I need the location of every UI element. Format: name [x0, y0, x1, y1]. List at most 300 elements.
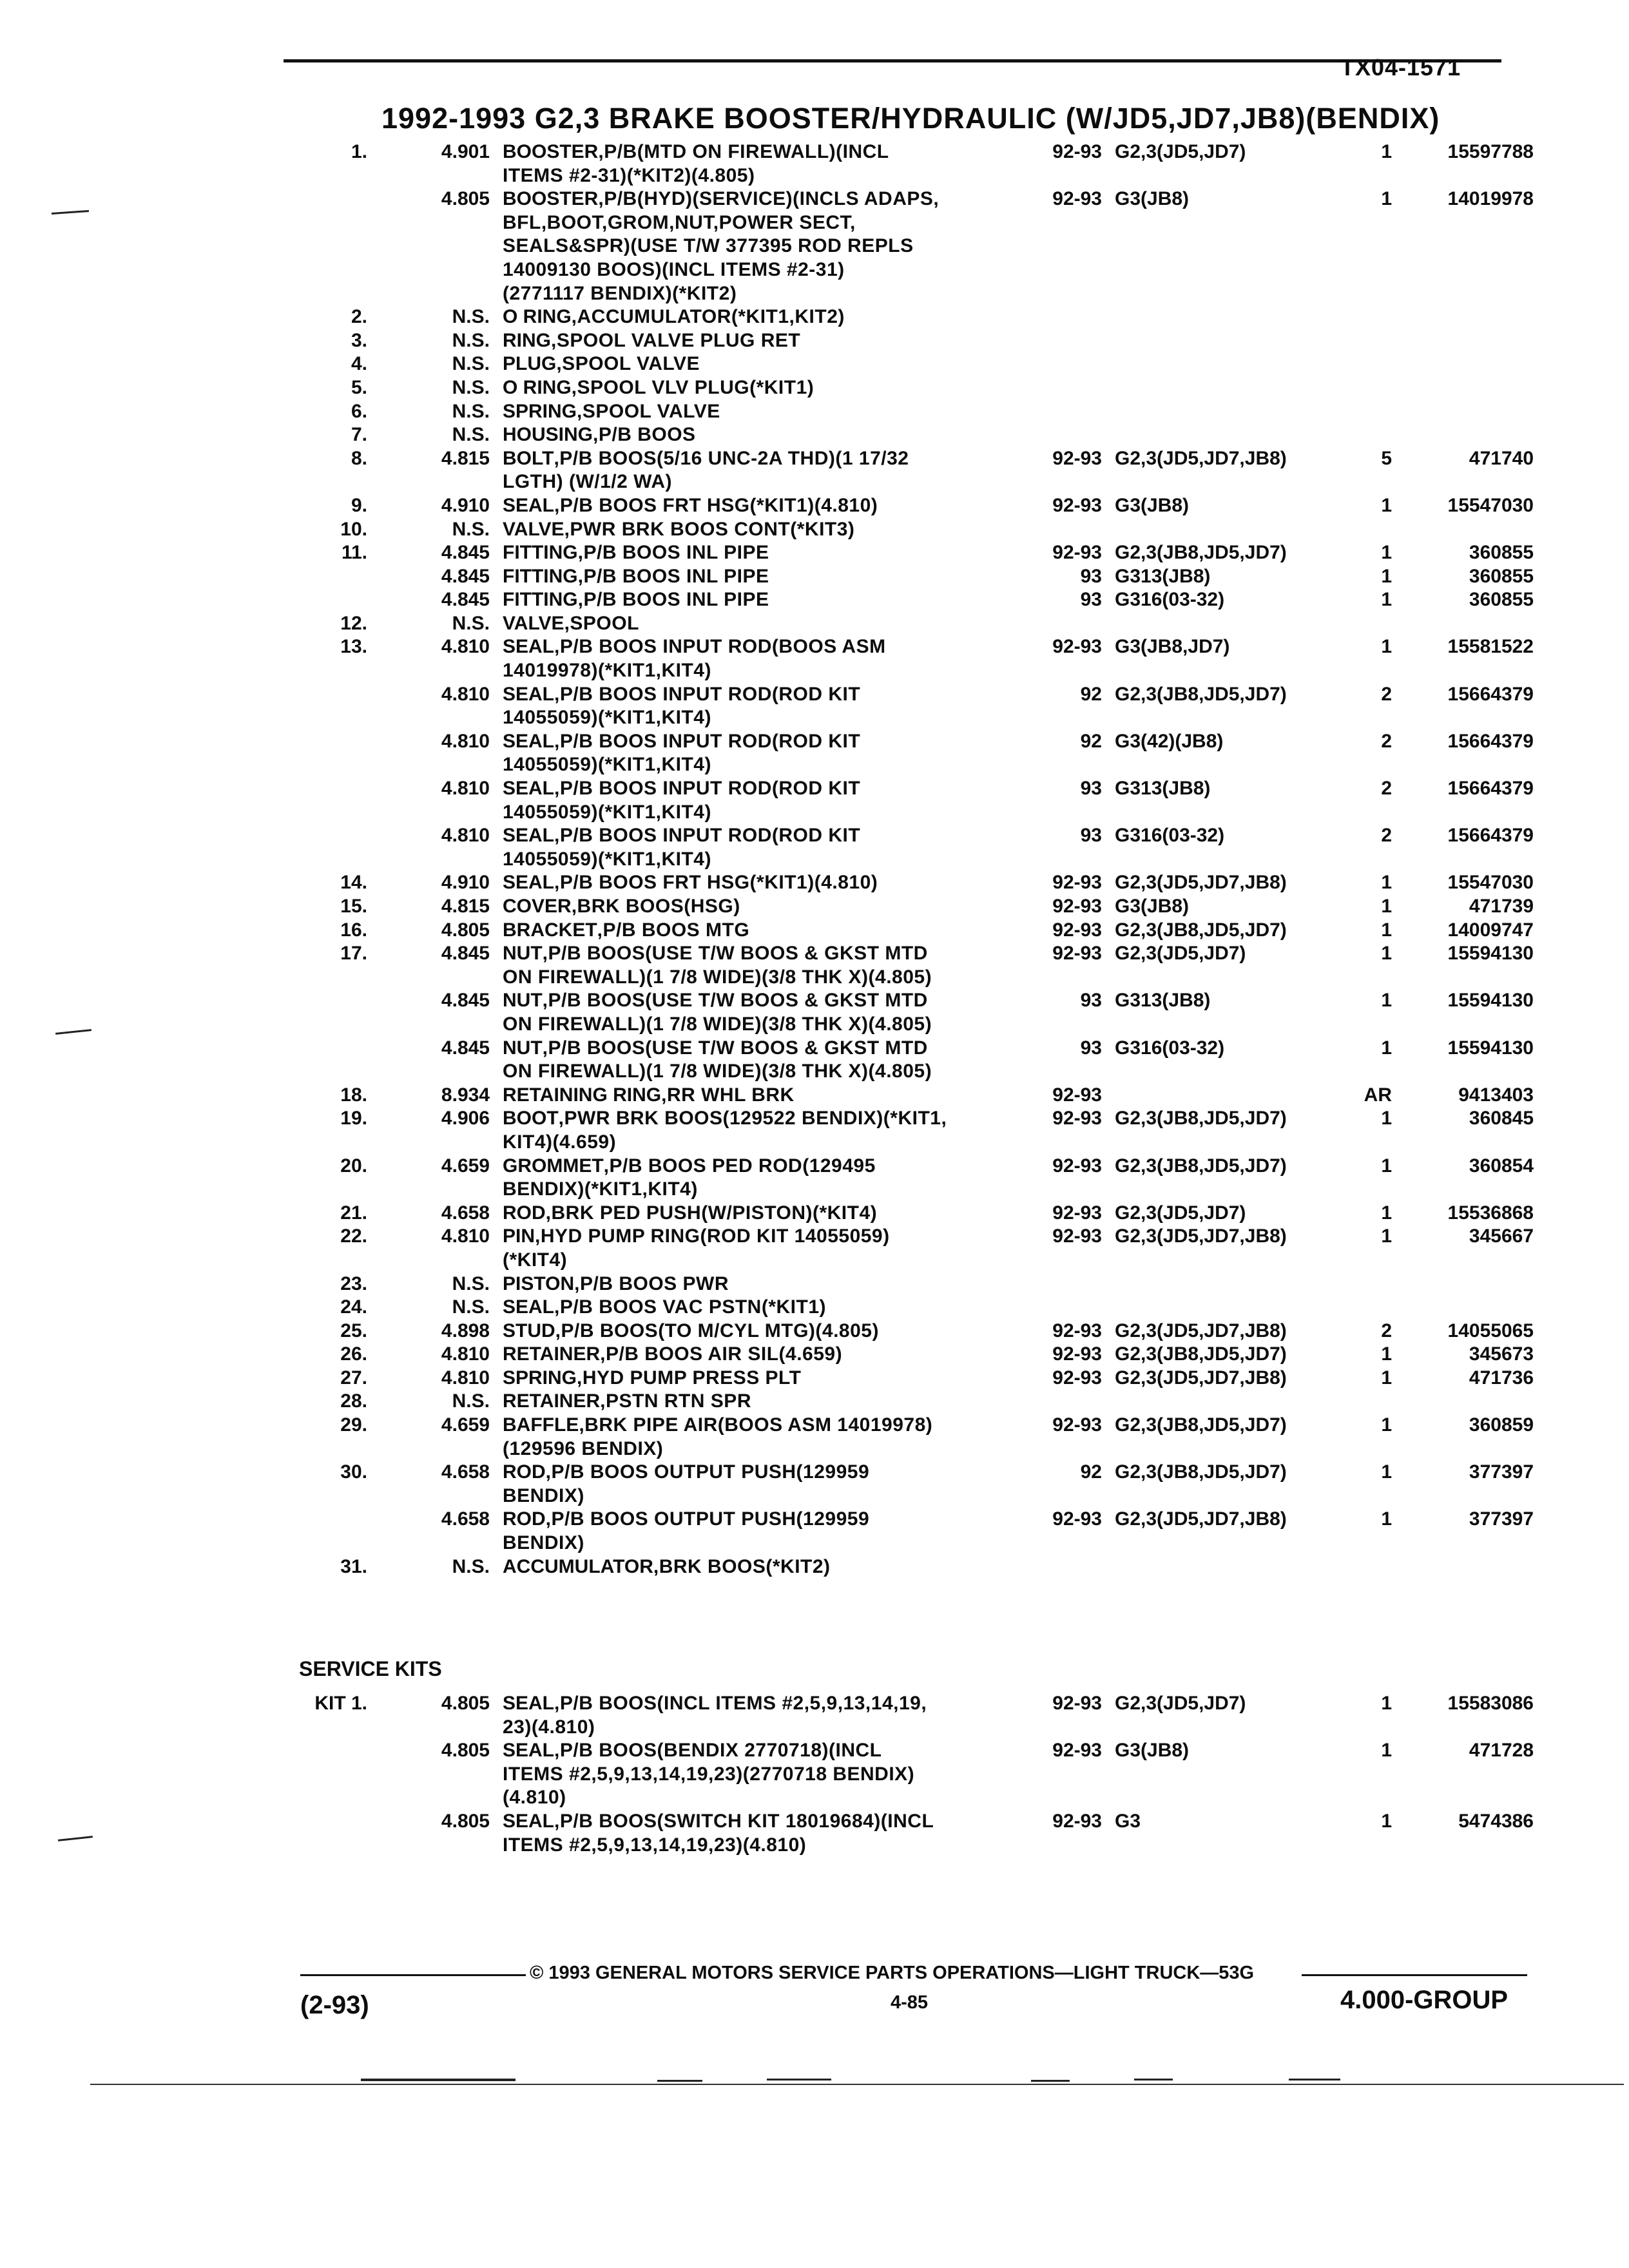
part-name: SPRING: [503, 1367, 577, 1389]
model-years: 92-93: [1052, 1693, 1102, 1714]
page-title: 1992-1993 G2,3 BRAKE BOOSTER/HYDRAULIC (W/JD5,JD7,JB8)(BENDIX): [381, 102, 1440, 135]
table-row: [0, 1013, 1629, 1037]
part-description: [503, 1131, 616, 1154]
part-detail: (*KIT4): [503, 1249, 568, 1271]
document-id: TX04-1571: [1340, 54, 1461, 81]
part-description: [503, 895, 740, 918]
item-number: 1.: [351, 141, 367, 162]
table-row: [0, 1225, 1629, 1249]
part-name: SEAL: [503, 683, 555, 705]
model-years: 92-93: [1052, 542, 1102, 564]
group-number: N.S.: [452, 306, 490, 328]
part-number: 360854: [1469, 1155, 1534, 1177]
part-detail: (2771117 BENDIX)(*KIT2): [503, 282, 737, 304]
part-description: [503, 753, 711, 776]
group-number: 4.845: [441, 589, 490, 611]
part-detail: ,P/B BOOS(INCL ITEMS #2,5,9,13,14,19,: [554, 1693, 927, 1714]
model-series: G313(JB8): [1115, 565, 1211, 587]
group-number: N.S.: [452, 424, 490, 446]
quantity: 1: [1381, 1202, 1392, 1224]
table-row: [0, 1532, 1629, 1555]
model-series: G2,3(JB8,JD5,JD7): [1115, 1343, 1287, 1365]
part-description: [503, 1739, 882, 1762]
quantity: 1: [1381, 542, 1392, 564]
table-row: [0, 966, 1629, 990]
part-name: SEAL: [503, 636, 555, 658]
part-detail: ,P/B BOOS INL PIPE: [577, 542, 769, 564]
table-row: [0, 612, 1629, 636]
part-description: [503, 518, 854, 541]
item-number: 7.: [351, 424, 367, 446]
part-name: BAFFLE: [503, 1414, 579, 1436]
table-row: [0, 1084, 1629, 1108]
part-description: [503, 919, 749, 942]
part-detail: 14055059)(*KIT1,KIT4): [503, 848, 711, 870]
part-description: [503, 1178, 698, 1201]
quantity: 2: [1381, 778, 1392, 800]
part-detail: ,HYD PUMP RING(ROD KIT 14055059): [535, 1225, 890, 1247]
item-number: 12.: [340, 612, 367, 634]
model-years: 92-93: [1052, 447, 1102, 469]
table-row: [0, 305, 1629, 329]
part-number: 345667: [1469, 1225, 1534, 1247]
model-years: 93: [1080, 778, 1102, 800]
quantity: 1: [1381, 141, 1392, 162]
group-number: 4.810: [441, 683, 490, 705]
quantity: 5: [1381, 447, 1392, 469]
part-description: [503, 635, 886, 658]
item-number: 29.: [340, 1414, 367, 1436]
part-description: [503, 1249, 567, 1272]
part-name: ROD: [503, 1461, 546, 1483]
part-detail: ,RR WHL BRK: [661, 1084, 795, 1106]
quantity: 1: [1381, 919, 1392, 941]
part-detail: ,PWR BRK BOOS CONT(*KIT3): [564, 518, 855, 540]
part-description: [503, 1692, 927, 1715]
quantity: 1: [1381, 636, 1392, 658]
part-detail: ,P/B BOOS INL PIPE: [577, 565, 769, 587]
group-number: N.S.: [452, 1555, 490, 1577]
part-name: O RING: [503, 306, 572, 328]
part-description: [503, 777, 860, 800]
part-detail: 14055059)(*KIT1,KIT4): [503, 754, 711, 776]
item-number: 19.: [340, 1108, 367, 1129]
part-number: 360845: [1469, 1108, 1534, 1129]
item-number: 3.: [351, 329, 367, 351]
part-number: 14009747: [1447, 919, 1534, 941]
group-number: 4.810: [441, 1367, 490, 1389]
parts-table: [0, 140, 1629, 1579]
part-description: [503, 1763, 914, 1786]
model-years: 92-93: [1052, 1320, 1102, 1341]
part-description: [503, 966, 932, 989]
part-detail: 14055059)(*KIT1,KIT4): [503, 707, 711, 729]
group-number: 4.658: [441, 1508, 490, 1530]
part-description: [503, 824, 860, 847]
bottom-scan-line: [361, 2079, 516, 2081]
quantity: 1: [1381, 1225, 1392, 1247]
part-description: [503, 1810, 934, 1833]
model-years: 92-93: [1052, 141, 1102, 162]
part-name: ROD: [503, 1202, 546, 1224]
item-number: 21.: [340, 1202, 367, 1224]
table-row: [0, 1786, 1629, 1810]
part-name: BOOSTER: [503, 188, 599, 210]
part-name: FITTING: [503, 565, 578, 587]
item-number: 14.: [340, 872, 367, 894]
part-description: [503, 164, 755, 187]
part-detail: ,P/B BOOS INL PIPE: [577, 589, 769, 611]
part-description: [503, 1716, 595, 1739]
part-detail: ON FIREWALL)(1 7/8 WIDE)(3/8 THK X)(4.805): [503, 1061, 932, 1082]
model-years: 92-93: [1052, 1508, 1102, 1530]
part-detail: ,SPOOL VALVE PLUG RET: [551, 329, 801, 351]
part-detail: ,SPOOL VALVE: [556, 353, 700, 375]
part-name: BOOT: [503, 1108, 559, 1129]
part-description: [503, 329, 800, 352]
part-detail: (129596 BENDIX): [503, 1437, 664, 1459]
part-number: 377397: [1469, 1508, 1534, 1530]
part-detail: ,ACCUMULATOR(*KIT1,KIT2): [571, 306, 845, 328]
part-name: BOLT: [503, 447, 554, 469]
item-number: 17.: [340, 943, 367, 965]
model-series: G2,3(JD5,JD7,JB8): [1115, 1508, 1287, 1530]
part-name: BOOSTER: [503, 141, 599, 162]
part-description: [503, 1225, 890, 1248]
part-detail: ,P/B BOOS(USE T/W BOOS & GKST MTD: [542, 1037, 928, 1059]
table-row: [0, 164, 1629, 188]
table-row: [0, 565, 1629, 589]
item-number: 10.: [340, 518, 367, 540]
part-name: FITTING: [503, 589, 578, 611]
part-name: RETAINER: [503, 1343, 601, 1365]
part-name: RETAINING RING: [503, 1084, 662, 1106]
group-number: N.S.: [452, 1390, 490, 1412]
group-number: N.S.: [452, 612, 490, 634]
quantity: 2: [1381, 1320, 1392, 1341]
group-number: 4.810: [441, 636, 490, 658]
bottom-scan-line: [657, 2080, 702, 2082]
table-row: [0, 1414, 1629, 1437]
part-detail: ,SPOOL VALVE: [577, 400, 720, 422]
part-detail: BENDIX): [503, 1532, 584, 1554]
table-row: [0, 352, 1629, 376]
group-number: 4.845: [441, 1037, 490, 1059]
part-detail: ,P/B BOOS VAC PSTN(*KIT1): [554, 1296, 826, 1318]
part-number: 5474386: [1458, 1810, 1534, 1832]
part-description: [503, 541, 769, 564]
group-label: 4.000-GROUP: [1340, 1986, 1509, 2014]
model-series: G3(JB8): [1115, 494, 1190, 516]
quantity: 1: [1381, 1367, 1392, 1389]
table-row: [0, 1508, 1629, 1532]
item-number: 8.: [351, 447, 367, 469]
item-number: 31.: [340, 1555, 367, 1577]
group-number: N.S.: [452, 1296, 490, 1318]
model-series: G3(JB8): [1115, 1740, 1190, 1762]
part-name: SEAL: [503, 1693, 555, 1714]
table-row: [0, 376, 1629, 400]
part-detail: BENDIX): [503, 1485, 584, 1506]
table-row: [0, 1763, 1629, 1787]
footer-rule-right: [1302, 1974, 1527, 1976]
part-detail: ,P/B BOOS(USE T/W BOOS & GKST MTD: [542, 943, 928, 965]
group-number: 4.659: [441, 1155, 490, 1177]
quantity: 1: [1381, 1037, 1392, 1059]
item-number: 18.: [340, 1084, 367, 1106]
quantity: 1: [1381, 1414, 1392, 1436]
model-series: G2,3(JB8,JD5,JD7): [1115, 1155, 1287, 1177]
table-row: [0, 447, 1629, 471]
table-row: [0, 494, 1629, 518]
model-years: 92-93: [1052, 1225, 1102, 1247]
part-description: [503, 730, 860, 753]
part-number: 15547030: [1447, 872, 1534, 894]
part-description: [503, 1390, 751, 1413]
part-name: RETAINER: [503, 1390, 601, 1412]
quantity: 1: [1381, 565, 1392, 587]
item-number: 16.: [340, 919, 367, 941]
model-series: G3(42)(JB8): [1115, 730, 1224, 752]
part-name: SPRING: [503, 400, 577, 422]
copyright-notice: © 1993 GENERAL MOTORS SERVICE PARTS OPERATIONS—LIGHT TRUCK—53G: [530, 1963, 1255, 1983]
part-number: 360859: [1469, 1414, 1534, 1436]
bottom-scan-line: [1289, 2079, 1340, 2081]
part-detail: ,P/B BOOS(BENDIX 2770718)(INCL: [554, 1740, 882, 1762]
part-detail: ,P/B(HYD)(SERVICE)(INCLS ADAPS,: [598, 188, 940, 210]
quantity: 1: [1381, 990, 1392, 1012]
group-number: 4.906: [441, 1108, 490, 1129]
table-row: [0, 1296, 1629, 1320]
part-detail: ,P/B BOOS INPUT ROD(ROD KIT: [554, 778, 861, 800]
model-years: 92: [1080, 683, 1102, 705]
table-row: [0, 683, 1629, 707]
part-name: NUT: [503, 990, 543, 1012]
part-detail: ,P/B BOOS FRT HSG(*KIT1)(4.810): [554, 872, 878, 894]
model-years: 92-93: [1052, 1414, 1102, 1436]
model-years: 92: [1080, 730, 1102, 752]
table-row: [0, 848, 1629, 872]
group-number: 8.934: [441, 1084, 490, 1106]
part-name: SEAL: [503, 1296, 555, 1318]
part-description: [503, 282, 737, 305]
part-description: [503, 612, 639, 635]
model-years: 93: [1080, 990, 1102, 1012]
quantity: 1: [1381, 1740, 1392, 1762]
part-detail: ON FIREWALL)(1 7/8 WIDE)(3/8 THK X)(4.805): [503, 966, 932, 988]
group-number: N.S.: [452, 329, 490, 351]
part-name: ACCUMULATOR: [503, 1555, 653, 1577]
part-description: [503, 1202, 877, 1225]
item-number: 24.: [340, 1296, 367, 1318]
quantity: 1: [1381, 1155, 1392, 1177]
table-row: [0, 1202, 1629, 1225]
table-row: [0, 1834, 1629, 1858]
model-years: 92-93: [1052, 1108, 1102, 1129]
part-description: [503, 1555, 831, 1579]
item-number: 4.: [351, 353, 367, 375]
quantity: 1: [1381, 896, 1392, 917]
part-description: [503, 801, 711, 824]
part-description: [503, 400, 720, 423]
bottom-scan-line: [1031, 2080, 1070, 2082]
model-years: 92-93: [1052, 1367, 1102, 1389]
table-row: [0, 1107, 1629, 1131]
quantity: 1: [1381, 494, 1392, 516]
part-description: [503, 1343, 842, 1366]
part-number: 9413403: [1458, 1084, 1534, 1106]
part-name: PIN: [503, 1225, 535, 1247]
table-row: [0, 1343, 1629, 1367]
table-row: [0, 1155, 1629, 1178]
part-detail: SEALS&SPR)(USE T/W 377395 ROD REPLS: [503, 235, 914, 257]
model-years: 93: [1080, 1037, 1102, 1059]
model-series: G2,3(JD5,JD7,JB8): [1115, 1225, 1287, 1247]
part-number: 14055065: [1447, 1320, 1534, 1341]
quantity: 2: [1381, 730, 1392, 752]
table-row: [0, 1390, 1629, 1414]
quantity: 1: [1381, 1108, 1392, 1129]
part-description: [503, 1532, 584, 1555]
model-series: G3(JB8): [1115, 896, 1190, 917]
item-number: 20.: [340, 1155, 367, 1177]
part-description: [503, 1320, 879, 1343]
quantity: 1: [1381, 188, 1392, 210]
model-years: 93: [1080, 565, 1102, 587]
table-row: [0, 1692, 1629, 1716]
model-years: 92: [1080, 1461, 1102, 1483]
model-years: 92-93: [1052, 943, 1102, 965]
part-name: FITTING: [503, 542, 578, 564]
table-row: [0, 1060, 1629, 1084]
group-number: 4.658: [441, 1461, 490, 1483]
part-name: PISTON: [503, 1273, 575, 1294]
group-number: 4.805: [441, 1740, 490, 1762]
part-detail: ,BRK BOOS(*KIT2): [653, 1555, 831, 1577]
part-description: [503, 1107, 947, 1130]
group-number: 4.901: [441, 141, 490, 162]
quantity: AR: [1364, 1084, 1392, 1106]
model-series: G2,3(JD5,JD7,JB8): [1115, 1367, 1287, 1389]
model-series: G3(JB8): [1115, 188, 1190, 210]
part-description: [503, 871, 878, 894]
service-kits-heading: SERVICE KITS: [299, 1657, 442, 1680]
part-description: [503, 352, 700, 376]
part-description: [503, 235, 914, 258]
model-years: 92-93: [1052, 1343, 1102, 1365]
model-series: G2,3(JB8,JD5,JD7): [1115, 542, 1287, 564]
part-detail: ,SPOOL: [564, 612, 639, 634]
part-name: NUT: [503, 943, 543, 965]
model-years: 92-93: [1052, 1810, 1102, 1832]
table-row: [0, 895, 1629, 919]
part-description: [503, 659, 711, 682]
model-series: G2,3(JD5,JD7): [1115, 141, 1246, 162]
part-number: 360855: [1469, 565, 1534, 587]
model-series: G313(JB8): [1115, 778, 1211, 800]
part-detail: BENDIX)(*KIT1,KIT4): [503, 1178, 698, 1200]
part-detail: 14009130 BOOS)(INCL ITEMS #2-31): [503, 258, 845, 280]
group-number: 4.815: [441, 896, 490, 917]
part-number: 345673: [1469, 1343, 1534, 1365]
group-number: 4.845: [441, 990, 490, 1012]
part-description: [503, 140, 889, 164]
part-description: [503, 187, 939, 211]
part-description: [503, 470, 672, 494]
part-detail: ITEMS #2,5,9,13,14,19,23)(2770718 BENDIX): [503, 1763, 915, 1785]
part-number: 471728: [1469, 1740, 1534, 1762]
quantity: 1: [1381, 1508, 1392, 1530]
part-detail: ,BRK PIPE AIR(BOOS ASM 14019978): [579, 1414, 933, 1436]
part-number: 15547030: [1447, 494, 1534, 516]
part-description: [503, 1508, 869, 1531]
part-detail: ITEMS #2,5,9,13,14,19,23)(4.810): [503, 1834, 807, 1856]
part-detail: ,PSTN RTN SPR: [600, 1390, 751, 1412]
group-number: N.S.: [452, 518, 490, 540]
item-number: 27.: [340, 1367, 367, 1389]
service-kits-table: [0, 1692, 1629, 1857]
table-row: [0, 187, 1629, 211]
table-row: [0, 1810, 1629, 1834]
part-detail: (4.810): [503, 1787, 566, 1809]
top-rule: [284, 59, 1501, 62]
part-name: VALVE: [503, 612, 564, 634]
part-number: 471739: [1469, 896, 1534, 917]
model-series: G2,3(JB8,JD5,JD7): [1115, 683, 1287, 705]
part-detail: ,P/B BOOS PWR: [574, 1273, 729, 1294]
group-number: 4.845: [441, 565, 490, 587]
part-description: [503, 376, 814, 399]
model-years: 93: [1080, 825, 1102, 847]
part-name: COVER: [503, 896, 572, 917]
part-description: [503, 1084, 795, 1107]
table-row: [0, 1716, 1629, 1740]
model-years: 93: [1080, 589, 1102, 611]
table-row: [0, 659, 1629, 683]
table-row: [0, 1485, 1629, 1508]
part-detail: ,P/B BOOS(SWITCH KIT 18019684)(INCL: [554, 1810, 934, 1832]
part-description: [503, 423, 696, 447]
table-row: [0, 1739, 1629, 1763]
part-name: ROD: [503, 1508, 546, 1530]
part-description: [503, 447, 909, 470]
model-series: G2,3(JB8,JD5,JD7): [1115, 1414, 1287, 1436]
group-number: 4.810: [441, 778, 490, 800]
group-number: 4.810: [441, 1343, 490, 1365]
model-series: G2,3(JB8,JD5,JD7): [1115, 1108, 1287, 1129]
quantity: 1: [1381, 1461, 1392, 1483]
group-number: 4.910: [441, 872, 490, 894]
part-number: 15664379: [1447, 683, 1534, 705]
part-number: 15594130: [1447, 990, 1534, 1012]
model-years: 92-93: [1052, 919, 1102, 941]
table-row: [0, 140, 1629, 164]
quantity: 1: [1381, 943, 1392, 965]
part-name: SEAL: [503, 730, 555, 752]
model-series: G3: [1115, 1810, 1141, 1832]
part-detail: ,HYD PUMP PRESS PLT: [577, 1367, 802, 1389]
bottom-scan-line: [1134, 2079, 1173, 2081]
table-row: [0, 777, 1629, 801]
item-number: KIT 1.: [314, 1693, 367, 1714]
table-row: [0, 1131, 1629, 1155]
table-row: [0, 706, 1629, 730]
part-number: 15664379: [1447, 778, 1534, 800]
item-number: 26.: [340, 1343, 367, 1365]
group-number: N.S.: [452, 400, 490, 422]
part-name: HOUSING: [503, 424, 593, 446]
quantity: 1: [1381, 589, 1392, 611]
